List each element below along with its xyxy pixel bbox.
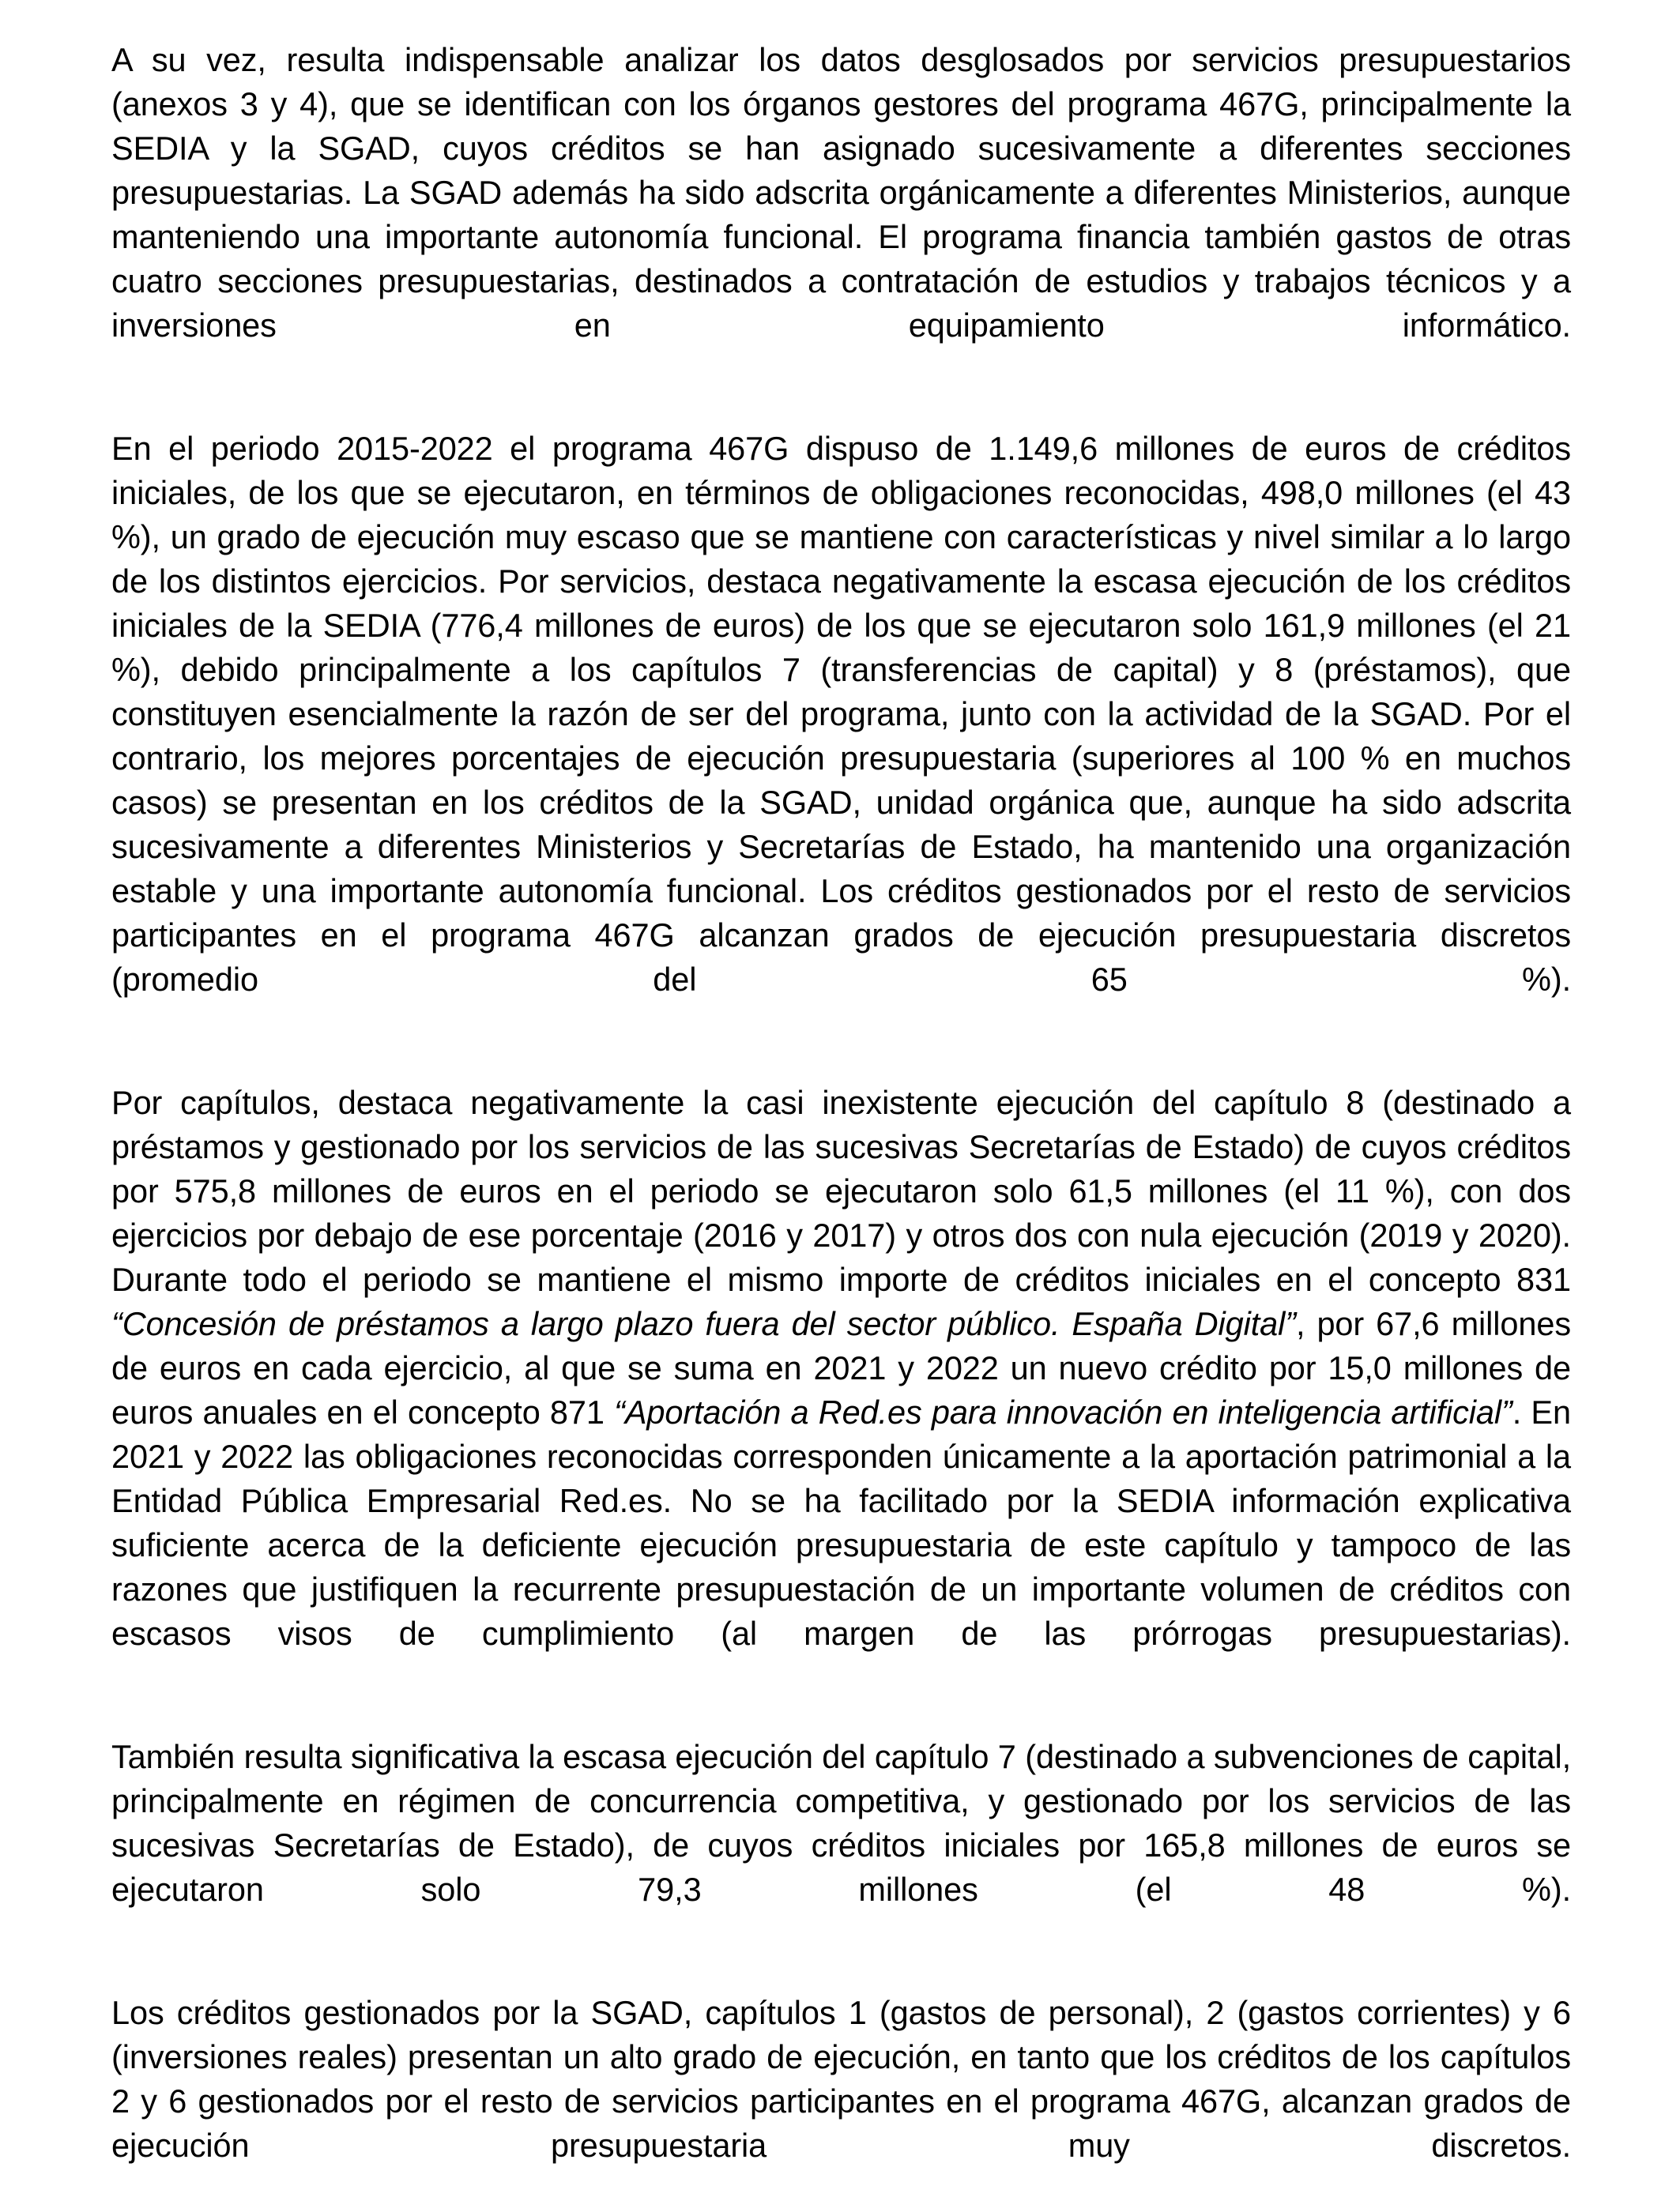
- text-column: [111, 38, 1571, 2212]
- paragraph-3-segment-3: . En 2021 y 2022 las obligaciones reconocidas corresponden únicamente a la aportación patrimonial a la Entidad Pública Empresarial Red.es. No se ha facilitado por la SEDIA información explicativa suficiente acerca de la deficiente ejecución presupuestaria de este capítulo y tampoco de las razones que justifiquen la recurrente presupuestación de un importante volumen de créditos con escasos visos de cumplimiento (al margen de las prórrogas presupuestarias).: [111, 1394, 1571, 1652]
- paragraph-3: [111, 1081, 1571, 1700]
- paragraph-4: También resulta significativa la escasa ejecución del capítulo 7 (destinado a subvenciones de capital, principalmente en régimen de concurrencia competitiva, y gestionado por los servicios de las sucesivas Secretarías de Estado), de cuyos créditos iniciales por 165,8 millones de euros se ejecutaron solo 79,3 millones (el 48 %).: [111, 1738, 1571, 1908]
- paragraph-1: A su vez, resulta indispensable analizar los datos desglosados por servicios presupuestarios (anexos 3 y 4), que se identifican con los órganos gestores del programa 467G, principalmente la SEDIA y la SGAD, cuyos créditos se han asignado sucesivamente a diferentes secciones presupuestarias. La SGAD además ha sido adscrita orgánicamente a diferentes Ministerios, aunque manteniendo una importante autonomía funcional. El programa financia también gastos de otras cuatro secciones presupuestarias, destinados a contratación de estudios y trabajos técnicos y a inversiones en equipamiento informático.: [111, 41, 1571, 344]
- concept-831-citation: “Concesión de préstamos a largo plazo fuera del sector público. España Digital”: [111, 1305, 1296, 1342]
- paragraph-3-segment-1: Por capítulos, destaca negativamente la casi inexistente ejecución del capítulo 8 (destinado a préstamos y gestionado por los servicios de las sucesivas Secretarías de Estado) de cuyos créditos por 575,8 millones de euros en el periodo se ejecutaron solo 61,5 millones (el 11 %), con dos ejercicios por debajo de ese porcentaje (2016 y 2017) y otros dos con nula ejecución (2019 y 2020). Durante todo el periodo se mantiene el mismo importe de créditos iniciales en el concepto 831: [111, 1084, 1571, 1298]
- paragraph-2: En el periodo 2015-2022 el programa 467G dispuso de 1.149,6 millones de euros de créditos iniciales, de los que se ejecutaron, en términos de obligaciones reconocidas, 498,0 millones (el 43 %), un grado de ejecución muy escaso que se mantiene con características y nivel similar a lo largo de los distintos ejercicios. Por servicios, destaca negativamente la escasa ejecución de los créditos iniciales de la SEDIA (776,4 millones de euros) de los que se ejecutaron solo 161,9 millones (el 21 %), debido principalmente a los capítulos 7 (transferencias de capital) y 8 (préstamos), que constituyen esencialmente la razón de ser del programa, junto con la actividad de la SGAD. Por el contrario, los mejores porcentajes de ejecución presupuestaria (superiores al 100 % en muchos casos) se presentan en los créditos de la SGAD, unidad orgánica que, aunque ha sido adscrita sucesivamente a diferentes Ministerios y Secretarías de Estado, ha mantenido una organización estable y una importante autonomía funcional. Los créditos gestionados por el resto de servicios participantes en el programa 467G alcanzan grados de ejecución presupuestaria discretos (promedio del 65 %).: [111, 430, 1571, 998]
- concept-871-citation: “Aportación a Red.es para innovación en inteligencia artificial”: [614, 1394, 1512, 1431]
- paragraph-5: Los créditos gestionados por la SGAD, capítulos 1 (gastos de personal), 2 (gastos corrientes) y 6 (inversiones reales) presentan un alto grado de ejecución, en tanto que los créditos de los capítulos 2 y 6 gestionados por el resto de servicios participantes en el programa 467G, alcanzan grados de ejecución presupuestaria muy discretos.: [111, 1994, 1571, 2164]
- paragraph-3-segment-2: , por 67,6 millones de euros en cada ejercicio, al que se suma en 2021 y 2022 un nuevo crédito por 15,0 millones de euros anuales en el concepto 871: [111, 1305, 1571, 1431]
